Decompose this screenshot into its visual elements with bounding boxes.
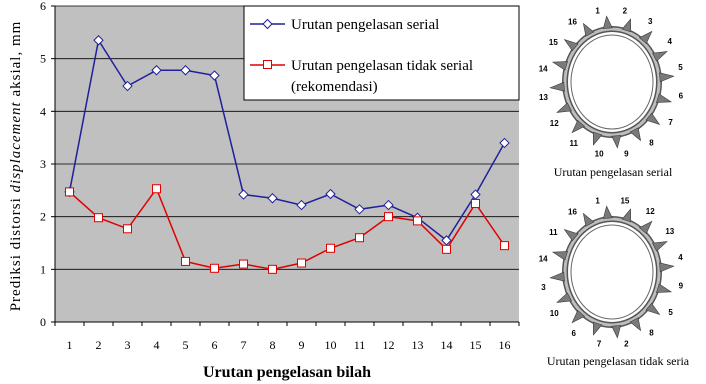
y-axis-label-part-1: Prediksi distorsi: [8, 192, 24, 312]
blade-number: 4: [678, 252, 683, 262]
legend: [244, 6, 519, 100]
data-point-tidak-serial: [269, 265, 277, 273]
blade-number: 7: [596, 339, 602, 349]
legend-label-tidak-serial: Urutan pengelasan tidak serial: [291, 58, 474, 74]
blade-number: 5: [678, 62, 683, 72]
blade-number: 13: [665, 226, 675, 236]
x-tick-label: 2: [95, 338, 102, 352]
data-point-tidak-serial: [356, 234, 364, 242]
blade-number: 15: [620, 196, 630, 206]
y-tick-label: 4: [40, 104, 46, 119]
y-axis-label-part-3: aksial, mm: [8, 20, 24, 102]
y-tick-label: 2: [40, 209, 46, 224]
x-tick-label: 13: [411, 338, 424, 352]
blade-fin: [550, 272, 564, 281]
y-tick-label: 6: [40, 0, 46, 13]
blade-number: 5: [668, 307, 673, 317]
blade-number: 1: [595, 196, 600, 206]
blade-fin: [656, 284, 671, 293]
x-tick-label: 11: [353, 338, 366, 352]
legend-marker-tidak-serial: [264, 61, 272, 69]
blade-number: 8: [649, 138, 654, 148]
blade-number: 9: [624, 149, 629, 159]
data-point-tidak-serial: [153, 185, 161, 193]
data-point-tidak-serial: [298, 259, 306, 267]
x-tick-label: 6: [211, 338, 218, 352]
blade-number: 13: [539, 93, 548, 103]
x-axis-label: Urutan pengelasan bilah: [202, 364, 372, 381]
x-tick-label: 7: [240, 338, 247, 352]
y-tick-labels: [40, 0, 55, 329]
blade-number: 3: [648, 16, 653, 26]
blade-number: 14: [538, 64, 548, 74]
data-point-tidak-serial: [414, 217, 422, 225]
x-tick-label: 9: [298, 338, 305, 352]
blade-number: 14: [538, 254, 548, 264]
blade-number: 6: [678, 91, 684, 101]
blade-number: 6: [571, 329, 576, 339]
blade-number: 3: [541, 283, 546, 293]
y-axis-label-part-2: displacement: [8, 101, 24, 193]
x-tick-label: 16: [498, 338, 511, 352]
y-tick-label: 5: [40, 51, 46, 66]
data-point-tidak-serial: [327, 244, 335, 252]
blade-number: 4: [667, 36, 673, 46]
x-tick-label: 1: [66, 338, 73, 352]
blade-number: 11: [549, 228, 558, 238]
diagram-tidak-serial-caption: Urutan pengelasan tidak seria: [546, 354, 690, 368]
blade-fin: [659, 263, 673, 272]
legend-label-serial: Urutan pengelasan serial: [291, 17, 440, 33]
y-tick-label: 0: [40, 315, 46, 329]
blade-number: 7: [668, 117, 673, 127]
data-point-tidak-serial: [211, 264, 219, 272]
blade-fin: [553, 61, 568, 70]
blade-number: 8: [649, 328, 654, 338]
blade-fin: [553, 251, 568, 260]
data-point-tidak-serial: [124, 225, 132, 233]
y-tick-label: 1: [40, 262, 46, 277]
x-tick-label: 5: [182, 338, 189, 352]
x-tick-label: 10: [324, 338, 337, 352]
blade-number: 10: [549, 309, 559, 319]
x-tick-label: 12: [382, 338, 395, 352]
blade-fin: [659, 73, 673, 82]
blade-number: 10: [594, 149, 604, 159]
data-point-tidak-serial: [501, 242, 509, 250]
blade-number: 16: [568, 17, 577, 27]
diagram-serial: [539, 6, 684, 158]
x-tick-label: 14: [440, 338, 453, 352]
data-point-tidak-serial: [385, 213, 393, 221]
x-tick-label: 15: [469, 338, 482, 352]
blade-number: 2: [624, 339, 629, 349]
y-axis-label: [8, 21, 24, 312]
blade-fin: [603, 16, 612, 28]
blade-fin: [612, 325, 621, 337]
x-tick-label: 8: [269, 338, 276, 352]
blade-number: 15: [548, 38, 558, 48]
blade-number: 11: [569, 139, 578, 149]
blade-number: 9: [678, 281, 684, 291]
data-point-tidak-serial: [66, 188, 74, 196]
data-point-tidak-serial: [182, 257, 190, 265]
diagram-tidak-serial: [539, 196, 684, 348]
blade-number: 12: [645, 206, 655, 216]
hub-ring-inner: [571, 35, 653, 129]
diagram-serial-caption: Urutan pengelasan serial: [553, 165, 673, 179]
blade-fin: [603, 206, 612, 218]
data-point-tidak-serial: [95, 214, 103, 222]
hub-ring-inner: [571, 225, 653, 319]
data-point-tidak-serial: [240, 260, 248, 268]
blade-fin: [656, 94, 671, 103]
blade-fin: [612, 135, 621, 147]
data-point-tidak-serial: [472, 200, 480, 208]
x-tick-label: 4: [153, 338, 160, 352]
data-point-tidak-serial: [443, 245, 451, 253]
blade-number: 12: [549, 119, 559, 129]
blade-number: 2: [622, 6, 628, 16]
blade-fin: [550, 82, 564, 91]
x-tick-label: 3: [124, 338, 131, 352]
legend-label-tidak-serial-line2: (rekomendasi): [291, 79, 378, 95]
blade-number: 16: [568, 207, 577, 217]
y-tick-label: 3: [40, 157, 46, 171]
x-tick-labels: [55, 322, 519, 352]
blade-number: 1: [595, 6, 600, 16]
